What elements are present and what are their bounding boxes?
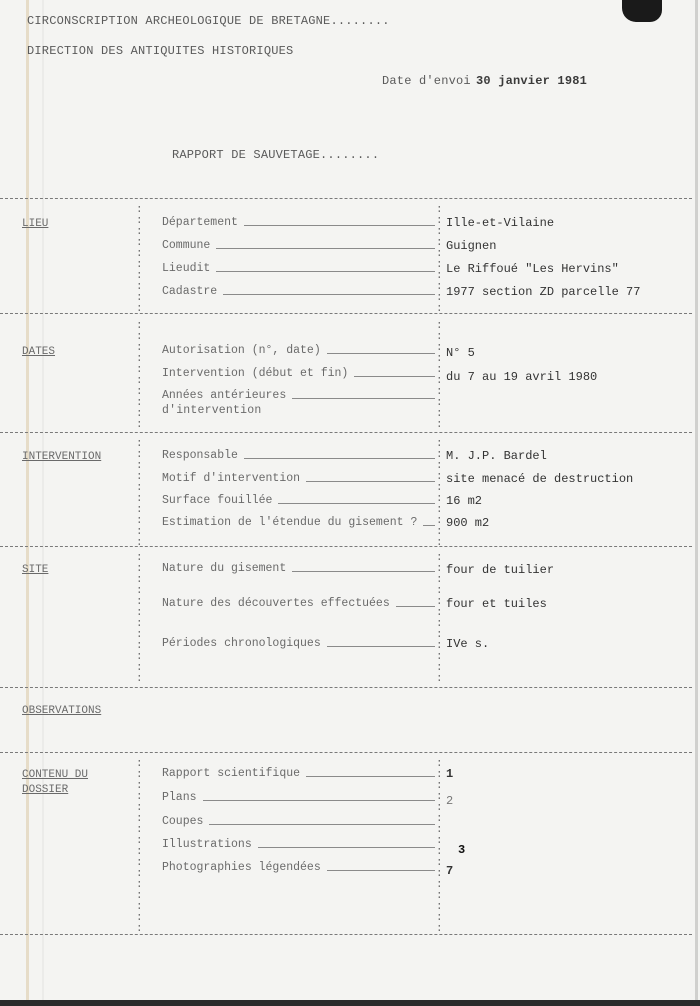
- field-label: Département: [162, 216, 238, 229]
- field-value-surface: 16 m2: [446, 494, 483, 508]
- field-label: Années antérieures: [162, 389, 287, 402]
- date-value: 30 janvier 1981: [476, 74, 588, 88]
- column-separator-colon: :: [436, 607, 443, 619]
- section-divider: [0, 752, 692, 753]
- column-separator-colon: :: [436, 901, 443, 913]
- column-separator-colon: :: [136, 270, 143, 282]
- column-separator-colon: :: [436, 651, 443, 663]
- field-periodes: [162, 637, 437, 650]
- column-separator-colon: :: [136, 460, 143, 472]
- field-estimation: [162, 516, 437, 529]
- column-separator-colon: :: [436, 618, 443, 630]
- column-separator-colon: :: [136, 342, 143, 354]
- column-separator-colon: :: [436, 912, 443, 924]
- column-separator-colon: :: [136, 504, 143, 516]
- field-label: Périodes chronologiques: [162, 637, 321, 650]
- field-responsable: [162, 449, 437, 462]
- section-heading-contenu: CONTENU DU: [22, 769, 89, 781]
- field-label: Nature des découvertes effectuées: [162, 597, 390, 610]
- column-separator-colon: :: [436, 292, 443, 304]
- column-separator-colon: :: [136, 596, 143, 608]
- section-divider: [0, 934, 692, 935]
- column-separator-colon: :: [136, 923, 143, 935]
- field-label-continuation: d'intervention: [162, 404, 262, 417]
- field-label: Coupes: [162, 815, 204, 828]
- field-illustrations: [162, 838, 437, 851]
- column-separator-colon: :: [136, 353, 143, 365]
- column-separator-colon: :: [436, 364, 443, 376]
- column-separator-colon: :: [136, 607, 143, 619]
- report-title: RAPPORT DE SAUVETAGE........: [172, 148, 380, 162]
- column-separator-colon: :: [436, 482, 443, 494]
- field-value-photographies: 7: [446, 864, 454, 878]
- column-separator-colon: :: [436, 259, 443, 271]
- column-separator-colon: :: [436, 563, 443, 575]
- column-separator-colon: :: [136, 585, 143, 597]
- column-separator-colon: :: [436, 857, 443, 869]
- section-heading-lieu: LIEU: [22, 218, 49, 230]
- column-separator-colon: :: [436, 449, 443, 461]
- column-separator-colon: :: [436, 342, 443, 354]
- column-separator-colon: :: [436, 460, 443, 472]
- column-separator-colon: :: [136, 552, 143, 564]
- field-autorisation: [162, 344, 437, 357]
- field-nature-gisement: [162, 562, 437, 575]
- column-separator-colon: :: [136, 408, 143, 420]
- field-commune: [162, 239, 437, 252]
- field-intervention-dates: [162, 367, 437, 380]
- column-separator-colon: :: [436, 248, 443, 260]
- column-separator-colon: :: [136, 259, 143, 271]
- column-separator-colon: :: [136, 629, 143, 641]
- section-divider: [0, 687, 692, 688]
- section-heading-observations: OBSERVATIONS: [22, 705, 102, 717]
- column-separator-colon: :: [136, 292, 143, 304]
- column-separator-colon: :: [136, 438, 143, 450]
- column-separator-colon: :: [436, 537, 443, 549]
- field-value-estimation: 900 m2: [446, 516, 490, 530]
- column-separator-colon: :: [136, 303, 143, 315]
- column-separator-colon: :: [136, 673, 143, 685]
- column-separator-colon: :: [136, 901, 143, 913]
- field-value-motif: site menacé de destruction: [446, 472, 634, 486]
- field-label: Illustrations: [162, 838, 252, 851]
- field-motif: [162, 472, 437, 485]
- column-separator-colon: :: [136, 890, 143, 902]
- field-nature-decouvertes: [162, 597, 437, 610]
- column-separator-colon: :: [136, 868, 143, 880]
- page-right-edge: [695, 0, 698, 1006]
- field-value-plans: 2: [446, 794, 454, 808]
- field-value-nature-gisement: four de tuilier: [446, 563, 555, 577]
- field-plans: [162, 791, 437, 804]
- column-separator-colon: :: [436, 574, 443, 586]
- column-separator-colon: :: [136, 386, 143, 398]
- column-separator-colon: :: [436, 824, 443, 836]
- column-separator-colon: :: [436, 375, 443, 387]
- column-separator-colon: :: [136, 662, 143, 674]
- field-cadastre: [162, 285, 437, 298]
- field-value-responsable: M. J.P. Bardel: [446, 449, 547, 463]
- field-label: Cadastre: [162, 285, 218, 298]
- column-separator-colon: :: [436, 673, 443, 685]
- column-separator-colon: :: [436, 237, 443, 249]
- column-separator-colon: :: [436, 769, 443, 781]
- column-separator-colon: :: [436, 204, 443, 216]
- column-separator-colon: :: [136, 493, 143, 505]
- field-value-autorisation: N° 5: [446, 346, 475, 360]
- column-separator-colon: :: [136, 226, 143, 238]
- field-value-departement: Ille-et-Vilaine: [446, 216, 555, 230]
- column-separator-colon: :: [136, 364, 143, 376]
- field-photographies: [162, 861, 437, 874]
- section-divider: [0, 546, 692, 547]
- column-separator-colon: :: [436, 226, 443, 238]
- column-separator-colon: :: [436, 780, 443, 792]
- column-separator-colon: :: [136, 281, 143, 293]
- section-divider: [0, 198, 692, 199]
- column-separator-colon: :: [436, 331, 443, 343]
- column-separator-colon: :: [136, 204, 143, 216]
- field-label: Photographies légendées: [162, 861, 321, 874]
- column-separator-colon: :: [136, 651, 143, 663]
- column-separator-colon: :: [436, 281, 443, 293]
- field-label: Responsable: [162, 449, 238, 462]
- column-separator-colon: :: [136, 879, 143, 891]
- section-heading-dates: DATES: [22, 346, 56, 358]
- column-separator-colon: :: [436, 438, 443, 450]
- column-separator-colon: :: [136, 857, 143, 869]
- column-separator-colon: :: [436, 386, 443, 398]
- paper-fold-stain: [26, 0, 29, 1006]
- field-label: Intervention (début et fin): [162, 367, 349, 380]
- field-coupes: [162, 815, 437, 828]
- section-divider: [0, 432, 692, 433]
- section-heading-site: SITE: [22, 564, 49, 576]
- field-label: Plans: [162, 791, 197, 804]
- column-separator-colon: :: [136, 640, 143, 652]
- column-separator-colon: :: [436, 835, 443, 847]
- column-separator-colon: :: [136, 449, 143, 461]
- column-separator-colon: :: [436, 504, 443, 516]
- column-separator-colon: :: [436, 791, 443, 803]
- field-value-cadastre: 1977 section ZD parcelle 77: [446, 285, 641, 299]
- column-separator-colon: :: [136, 375, 143, 387]
- field-lieudit: [162, 262, 437, 275]
- ink-blot: [622, 0, 662, 22]
- column-separator-colon: :: [436, 890, 443, 902]
- column-separator-colon: :: [436, 270, 443, 282]
- column-separator-colon: :: [436, 408, 443, 420]
- scan-bottom-edge: [0, 1000, 700, 1006]
- field-value-illustrations: 3: [458, 843, 466, 857]
- column-separator-colon: :: [136, 802, 143, 814]
- field-label: Commune: [162, 239, 211, 252]
- direction-title: DIRECTION DES ANTIQUITES HISTORIQUES: [27, 44, 294, 58]
- field-surface: [162, 494, 437, 507]
- column-separator-colon: :: [436, 552, 443, 564]
- field-rapport-scientifique: [162, 767, 437, 780]
- column-separator-colon: :: [436, 585, 443, 597]
- column-separator-colon: :: [136, 835, 143, 847]
- column-separator-colon: :: [436, 526, 443, 538]
- column-separator-colon: :: [436, 758, 443, 770]
- column-separator-colon: :: [136, 482, 143, 494]
- column-separator-colon: :: [436, 802, 443, 814]
- column-separator-colon: :: [436, 493, 443, 505]
- column-separator-colon: :: [136, 813, 143, 825]
- column-separator-colon: :: [436, 662, 443, 674]
- column-separator-colon: :: [136, 237, 143, 249]
- column-separator-colon: :: [436, 515, 443, 527]
- column-separator-colon: :: [136, 846, 143, 858]
- column-separator-colon: :: [136, 526, 143, 538]
- column-separator-colon: :: [436, 303, 443, 315]
- column-separator-colon: :: [436, 813, 443, 825]
- column-separator-colon: :: [136, 515, 143, 527]
- field-value-lieudit: Le Riffoué "Les Hervins": [446, 262, 619, 276]
- field-label: Motif d'intervention: [162, 472, 301, 485]
- field-value-rapport-scientifique: 1: [446, 767, 454, 781]
- field-value-periodes: IVe s.: [446, 637, 490, 651]
- column-separator-colon: :: [436, 353, 443, 365]
- column-separator-colon: :: [136, 912, 143, 924]
- field-label: Surface fouillée: [162, 494, 273, 507]
- section-heading-dossier: DOSSIER: [22, 784, 69, 796]
- field-label: Lieudit: [162, 262, 211, 275]
- field-value-nature-decouvertes: four et tuiles: [446, 597, 547, 611]
- column-separator-colon: :: [136, 248, 143, 260]
- column-separator-colon: :: [436, 419, 443, 431]
- column-separator-colon: :: [136, 331, 143, 343]
- column-separator-colon: :: [436, 879, 443, 891]
- column-separator-colon: :: [436, 640, 443, 652]
- column-separator-colon: :: [436, 596, 443, 608]
- field-annees-anterieures: [162, 389, 437, 402]
- column-separator-colon: :: [136, 320, 143, 332]
- column-separator-colon: :: [136, 574, 143, 586]
- organization-title: CIRCONSCRIPTION ARCHEOLOGIQUE DE BRETAGNE........: [27, 14, 390, 28]
- column-separator-colon: :: [436, 868, 443, 880]
- column-separator-colon: :: [136, 563, 143, 575]
- column-separator-colon: :: [136, 780, 143, 792]
- section-heading-intervention: INTERVENTION: [22, 451, 102, 463]
- column-separator-colon: :: [136, 769, 143, 781]
- field-value-commune: Guignen: [446, 239, 497, 253]
- column-separator-colon: :: [136, 791, 143, 803]
- column-separator-colon: :: [136, 618, 143, 630]
- field-label: Rapport scientifique: [162, 767, 301, 780]
- column-separator-colon: :: [436, 397, 443, 409]
- field-departement: [162, 216, 437, 229]
- date-label: Date d'envoi: [382, 74, 471, 88]
- field-label: Estimation de l'étendue du gisement ?: [162, 516, 418, 529]
- column-separator-colon: :: [436, 629, 443, 641]
- field-label: Nature du gisement: [162, 562, 287, 575]
- column-separator-colon: :: [136, 824, 143, 836]
- column-separator-colon: :: [436, 320, 443, 332]
- column-separator-colon: :: [136, 758, 143, 770]
- column-separator-colon: :: [136, 397, 143, 409]
- section-divider: [0, 313, 692, 314]
- column-separator-colon: :: [436, 471, 443, 483]
- column-separator-colon: :: [436, 846, 443, 858]
- field-value-intervention-dates: du 7 au 19 avril 1980: [446, 370, 598, 384]
- column-separator-colon: :: [136, 419, 143, 431]
- column-separator-colon: :: [436, 215, 443, 227]
- column-separator-colon: :: [136, 471, 143, 483]
- field-label: Autorisation (n°, date): [162, 344, 321, 357]
- column-separator-colon: :: [436, 923, 443, 935]
- column-separator-colon: :: [136, 537, 143, 549]
- paper-fold-line: [42, 0, 44, 1006]
- column-separator-colon: :: [136, 215, 143, 227]
